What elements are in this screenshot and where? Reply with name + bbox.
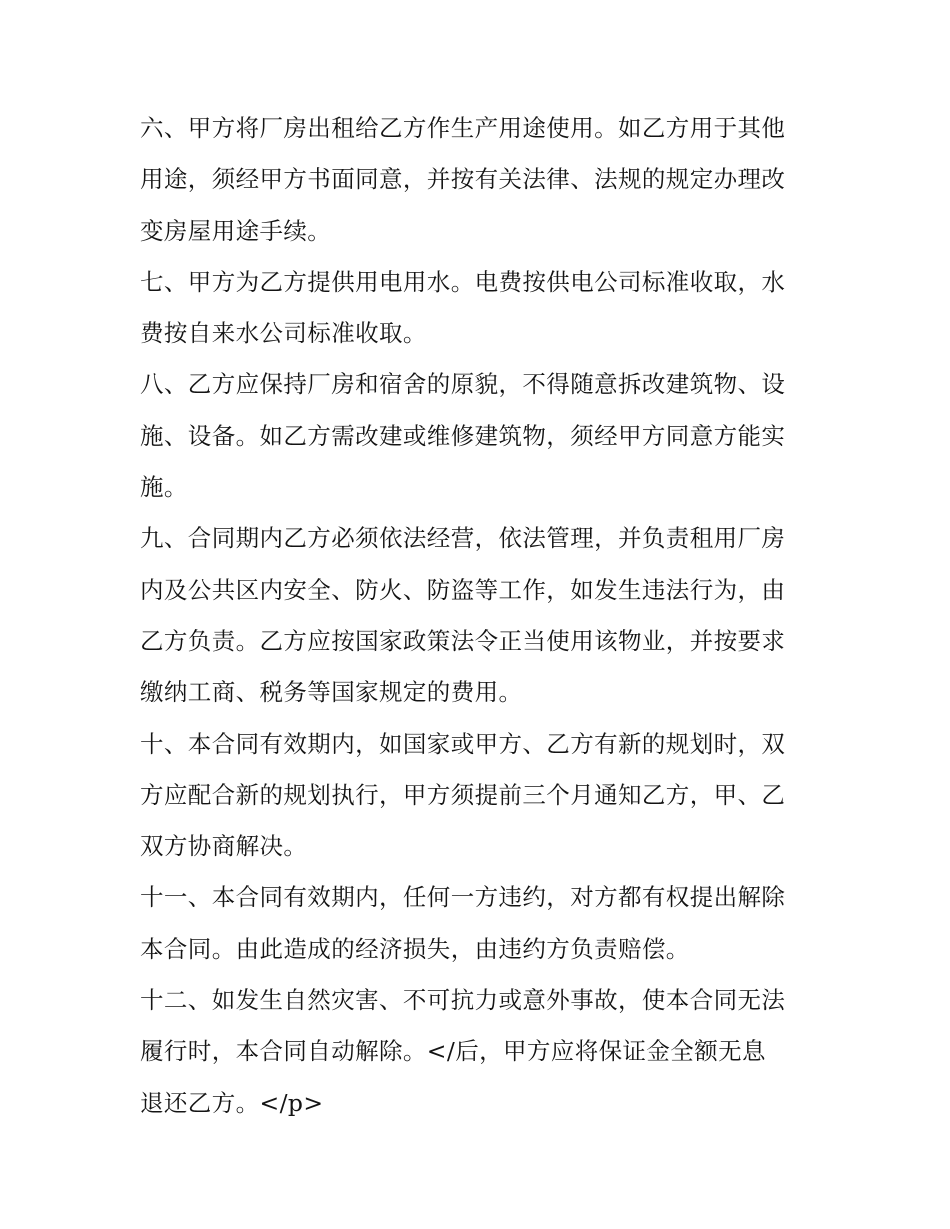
clause-6 [140, 103, 820, 257]
clause-line: 退还乙方。</p> [140, 1088, 324, 1117]
clause-line: 内及公共区内安全、防火、防盗等工作，如发生违法行为，由 [140, 575, 786, 604]
document-body [140, 103, 820, 1129]
clause-line: 变房屋用途手续。 [140, 216, 332, 245]
clause-line: 乙方负责。乙方应按国家政策法令正当使用该物业，并按要求 [140, 626, 786, 655]
clause-line: 九、合同期内乙方必须依法经营，依法管理，并负责租用厂房 [140, 524, 786, 553]
clause-line: 八、乙方应保持厂房和宿舍的原貌，不得随意拆改建筑物、设 [140, 370, 786, 399]
clause-9 [140, 513, 820, 718]
clause-line: 七、甲方为乙方提供用电用水。电费按供电公司标准收取，水 [140, 267, 786, 296]
clause-line: 双方协商解决。 [140, 832, 308, 861]
clause-line: 缴纳工商、税务等国家规定的费用。 [140, 678, 523, 707]
clause-line: 十二、如发生自然灾害、不可抗力或意外事故，使本合同无法 [140, 986, 786, 1015]
clause-line: 方应配合新的规划执行，甲方须提前三个月通知乙方，甲、乙 [140, 780, 786, 809]
clause-line: 六、甲方将厂房出租给乙方作生产用途使用。如乙方用于其他 [140, 114, 786, 142]
clause-line: 履行时，本合同自动解除。</后，甲方应将保证金全额无息 [140, 1037, 766, 1066]
clause-line: 施、设备。如乙方需改建或维修建筑物，须经甲方同意方能实 [140, 421, 786, 450]
clause-line: 十、本合同有效期内，如国家或甲方、乙方有新的规划时，双 [140, 729, 786, 758]
clause-8 [140, 359, 820, 513]
clause-10 [140, 719, 820, 873]
clause-line: 施。 [140, 473, 188, 502]
clause-line: 本合同。由此造成的经济损失，由违约方负责赔偿。 [140, 934, 690, 963]
clause-line: 费按自来水公司标准收取。 [140, 319, 427, 348]
clause-line: 用途，须经甲方书面同意，并按有关法律、法规的规定办理改 [140, 165, 786, 194]
clause-7 [140, 257, 820, 360]
clause-line: 十一、本合同有效期内，任何一方违约，对方都有权提出解除 [140, 883, 786, 912]
clause-12 [140, 975, 820, 1129]
clause-11 [140, 872, 820, 975]
